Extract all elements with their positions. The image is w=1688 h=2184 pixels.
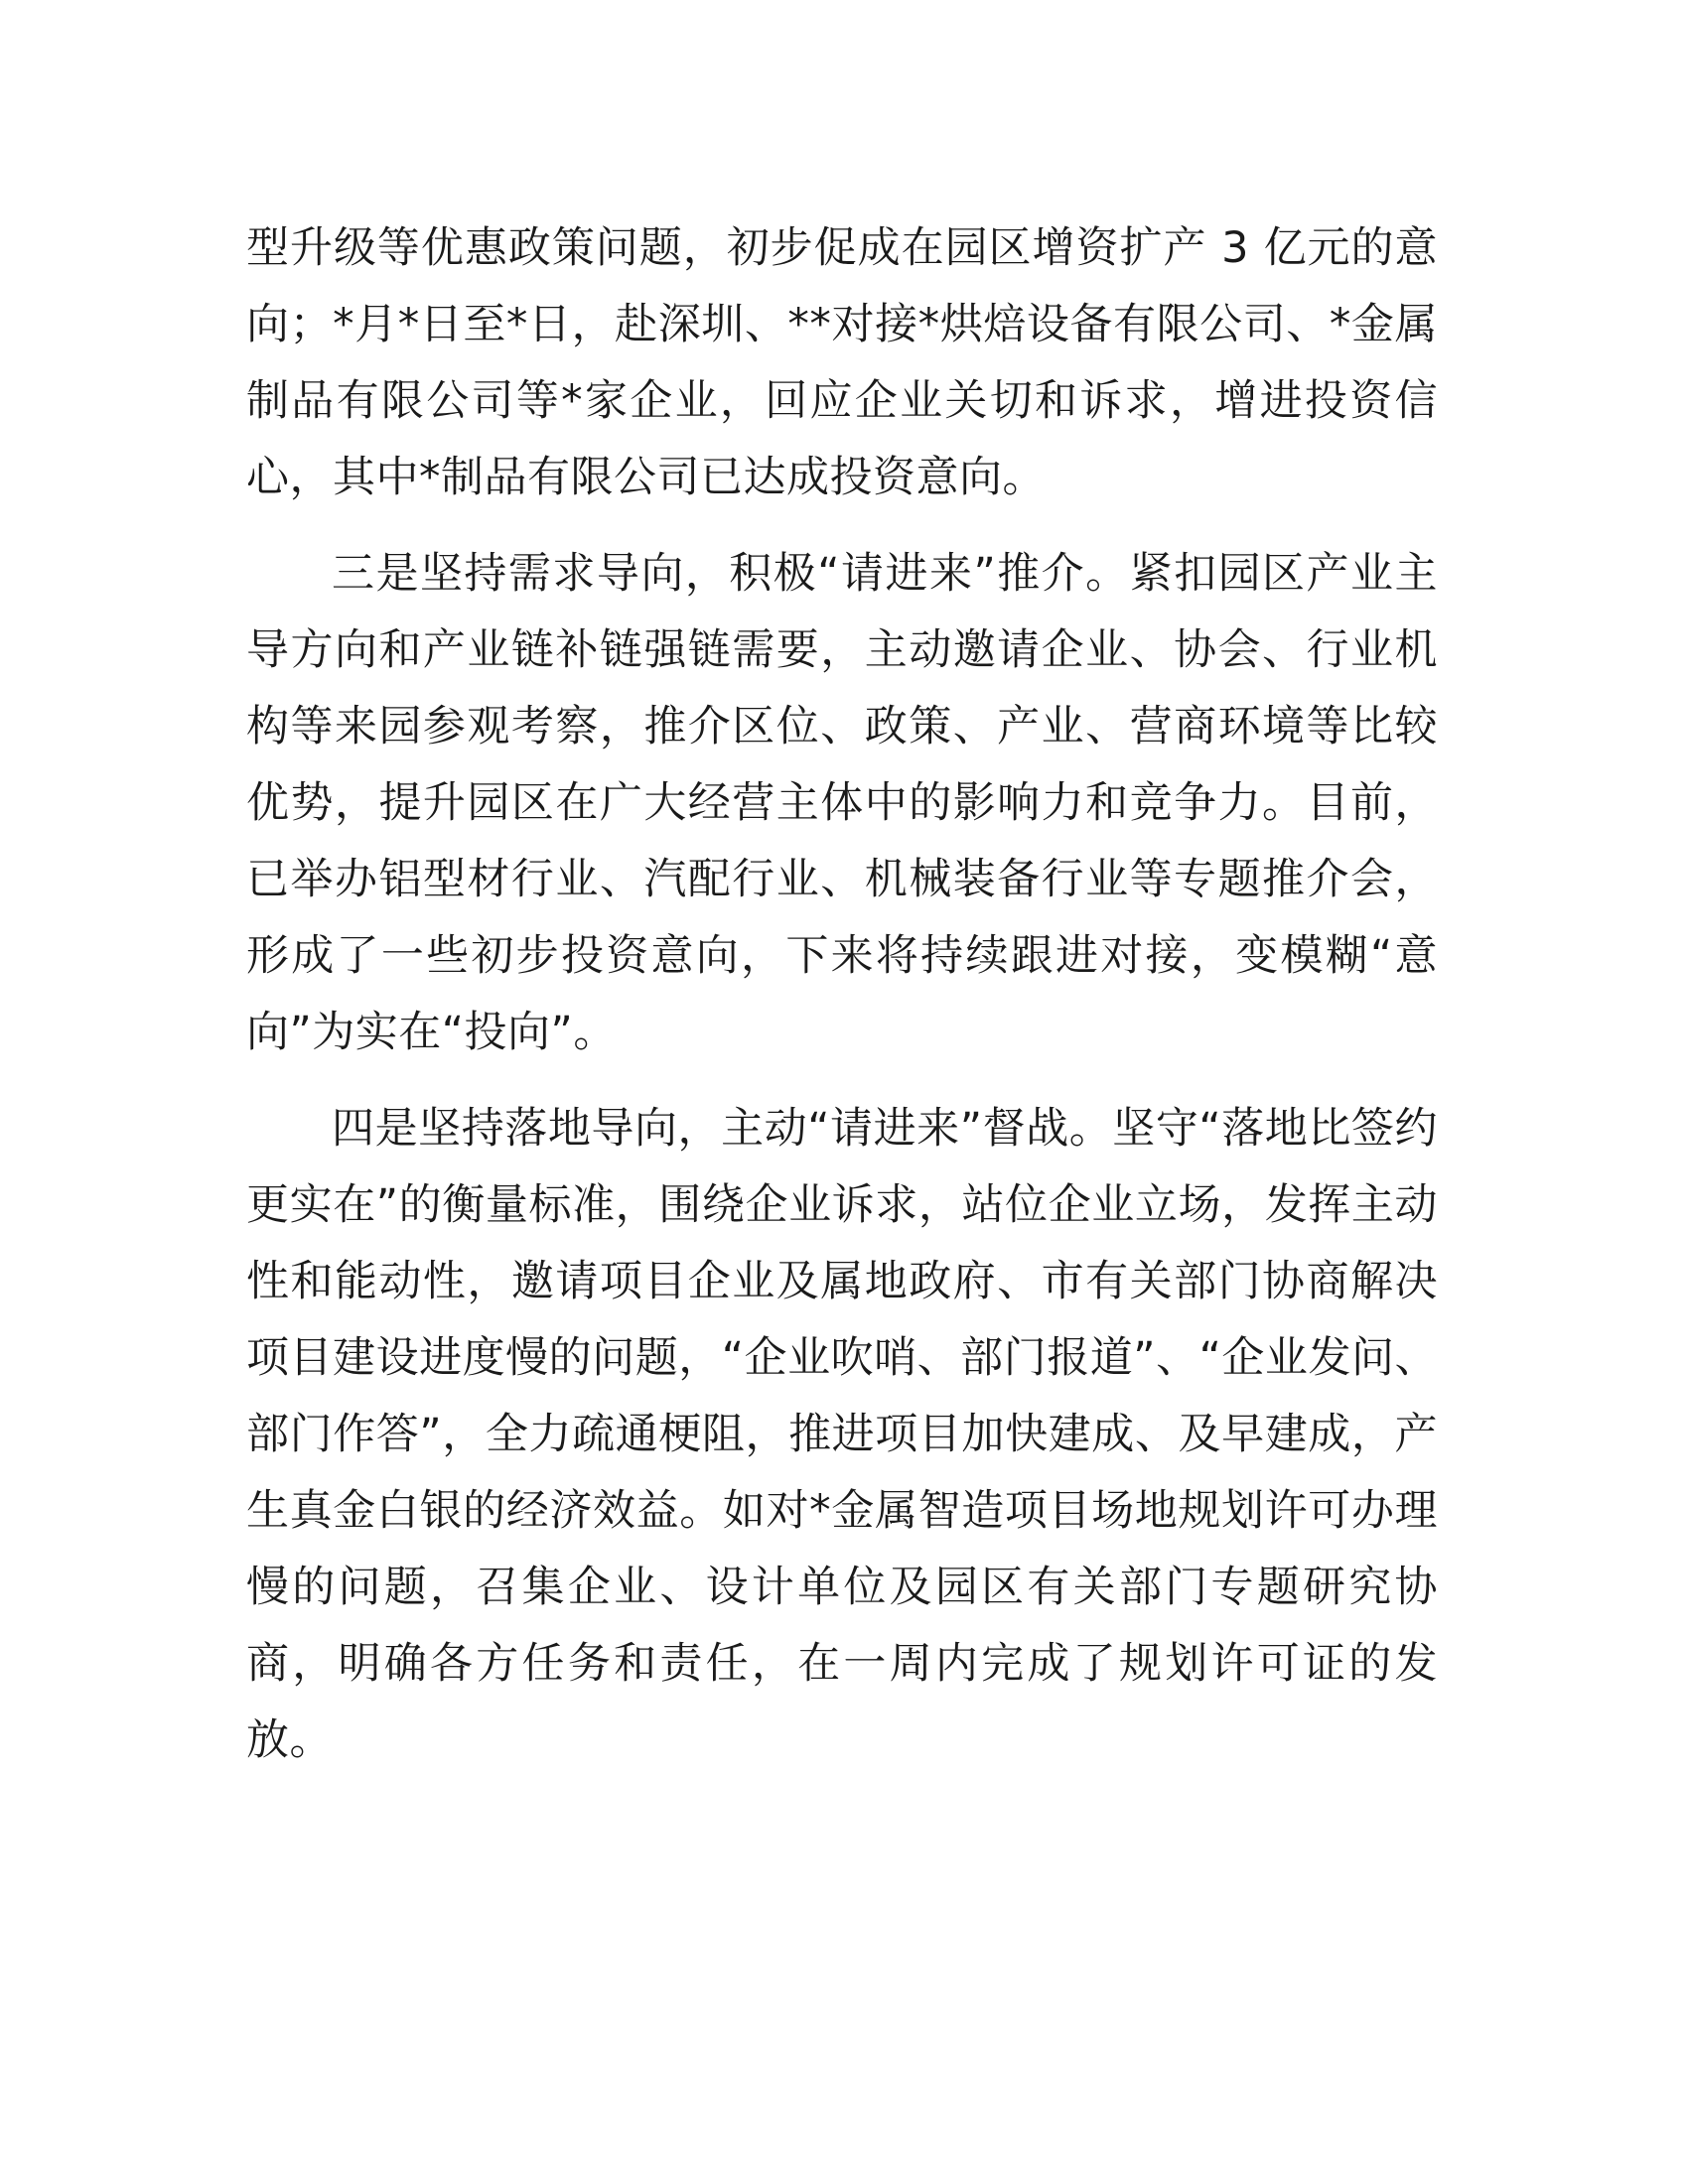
paragraph-continuation: 型升级等优惠政策问题，初步促成在园区增资扩产 3 亿元的意向；*月*日至*日，赴深圳、**对接*烘焙设备有限公司、*金属制品有限公司等*家企业，回应企业关切和诉求，增进投资信心，其中*制品有限公司已达成投资意向。 [246,223,1438,502]
document-body [246,210,1438,1779]
paragraph-point-four: 四是坚持落地导向，主动“请进来”督战。坚守“落地比签约更实在”的衡量标准，围绕企业诉求，站位企业立场，发挥主动性和能动性，邀请项目企业及属地政府、市有关部门协商解决项目建设进度慢的问题，“企业吹哨、部门报道”、“企业发问、部门作答”，全力疏通梗阻，推进项目加快建成、及早建成，产生真金白银的经济效益。如对*金属智造项目场地规划许可办理慢的问题，召集企业、设计单位及园区有关部门专题研究协商，明确各方任务和责任，在一周内完成了规划许可证的发放。 [246,1104,1438,1765]
paragraph-point-three: 三是坚持需求导向，积极“请进来”推介。紧扣园区产业主导方向和产业链补链强链需要，主动邀请企业、协会、行业机构等来园参观考察，推介区位、政策、产业、营商环境等比较优势，提升园区在广大经营主体中的影响力和竞争力。目前，已举办铝型材行业、汽配行业、机械装备行业等专题推介会，形成了一些初步投资意向，下来将持续跟进对接，变模糊“意向”为实在“投向”。 [246,549,1438,1057]
